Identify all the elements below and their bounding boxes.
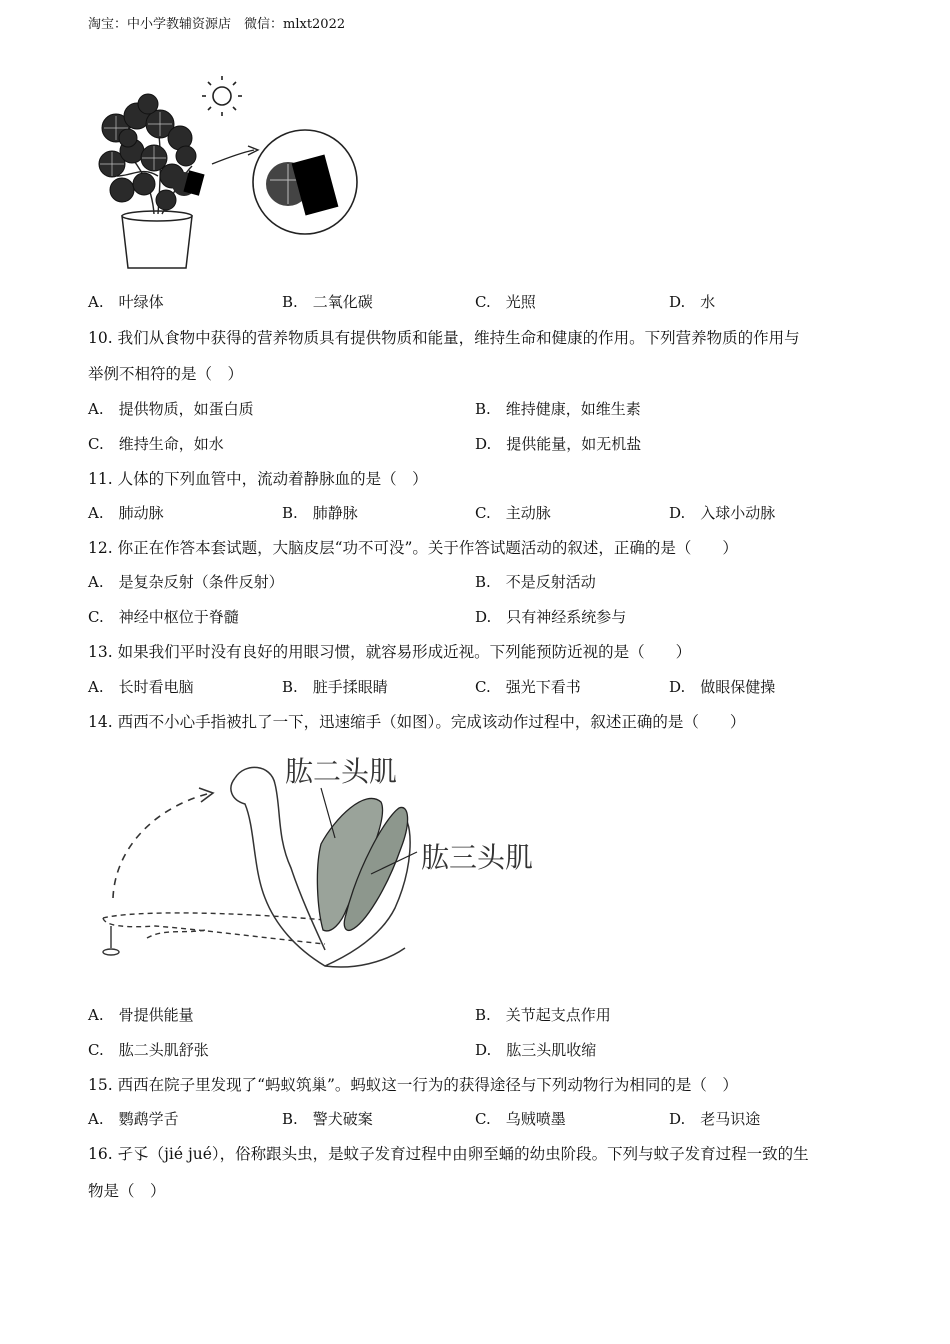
question-13-text: 13. 如果我们平时没有良好的用眼习惯，就容易形成近视。下列能预防近视的是（ ） xyxy=(88,643,692,661)
option-a: A. 骨提供能量 xyxy=(88,1006,194,1024)
option-b: B. 肺静脉 xyxy=(282,504,358,522)
option-a: A. 提供物质，如蛋白质 xyxy=(88,400,254,418)
question-16-text-cont: 物是（ ） xyxy=(88,1182,166,1200)
sun-icon xyxy=(202,76,242,116)
option-d: D. 只有神经系统参与 xyxy=(475,608,627,626)
option-b: B. 关节起支点作用 xyxy=(475,1006,611,1024)
option-d: D. 入球小动脉 xyxy=(669,504,776,522)
option-b: B. 脏手揉眼睛 xyxy=(282,678,388,696)
option-c: C. 乌贼喷墨 xyxy=(475,1110,566,1128)
option-b: B. 不是反射活动 xyxy=(475,573,596,591)
option-d: D. 做眼保健操 xyxy=(669,678,776,696)
question-11-text: 11. 人体的下列血管中，流动着静脉血的是（ ） xyxy=(88,470,428,488)
magnified-leaf-circle xyxy=(253,130,357,234)
option-c: C. 主动脉 xyxy=(475,504,551,522)
question-10-text-cont: 举例不相符的是（ ） xyxy=(88,365,244,383)
arm-muscle-figure xyxy=(95,748,565,978)
question-16-text: 16. 孑孓（jié jué），俗称跟头虫，是蚊子发育过程中由卵至蛹的幼虫阶段。下列与蚊子发育过程一致的生 xyxy=(88,1145,809,1163)
option-b: B. 二氧化碳 xyxy=(282,293,373,311)
option-a: A. 叶绿体 xyxy=(88,293,164,311)
option-c: C. 肱二头肌舒张 xyxy=(88,1041,209,1059)
option-d: D. 提供能量，如无机盐 xyxy=(475,435,642,453)
plant-pot xyxy=(122,211,192,268)
page-header: 淘宝：中小学教辅资源店 微信：mlxt2022 xyxy=(88,17,346,32)
option-a: A. 长时看电脑 xyxy=(88,678,194,696)
pin-icon xyxy=(103,926,119,955)
biceps-label: 肱二头肌 xyxy=(285,755,398,788)
option-a: A. 鹦鹉学舌 xyxy=(88,1110,179,1128)
option-d: D. 水 xyxy=(669,293,716,311)
option-c: C. 维持生命，如水 xyxy=(88,435,224,453)
option-b: B. 维持健康，如维生素 xyxy=(475,400,641,418)
biceps-pointer-line xyxy=(321,788,335,838)
option-c: C. 神经中枢位于脊髓 xyxy=(88,608,239,626)
option-d: D. 肱三头肌收缩 xyxy=(475,1041,597,1059)
question-15-text: 15. 西西在院子里发现了“蚂蚁筑巢”。蚂蚁这一行为的获得途径与下列动物行为相同的是（ ） xyxy=(88,1076,738,1094)
arrow-right-icon xyxy=(212,150,254,164)
question-12-text: 12. 你正在作答本套试题，大脑皮层“功不可没”。关于作答试题活动的叙述，正确的是（ ） xyxy=(88,539,738,557)
question-14-text: 14. 西西不小心手指被扎了一下，迅速缩手（如图）。完成该动作过程中，叙述正确的是（ ） xyxy=(88,713,746,731)
option-c: C. 光照 xyxy=(475,293,536,311)
option-c: C. 强光下看书 xyxy=(475,678,581,696)
plant-light-experiment-figure xyxy=(92,76,362,272)
option-b: B. 警犬破案 xyxy=(282,1110,373,1128)
option-a: A. 是复杂反射（条件反射） xyxy=(88,573,284,591)
question-10-text: 10. 我们从食物中获得的营养物质具有提供物质和能量，维持生命和健康的作用。下列营养物质的作用与 xyxy=(88,329,800,347)
option-a: A. 肺动脉 xyxy=(88,504,164,522)
option-d: D. 老马识途 xyxy=(669,1110,761,1128)
triceps-label: 肱三头肌 xyxy=(421,841,534,874)
motion-arc-arrow xyxy=(113,794,207,898)
